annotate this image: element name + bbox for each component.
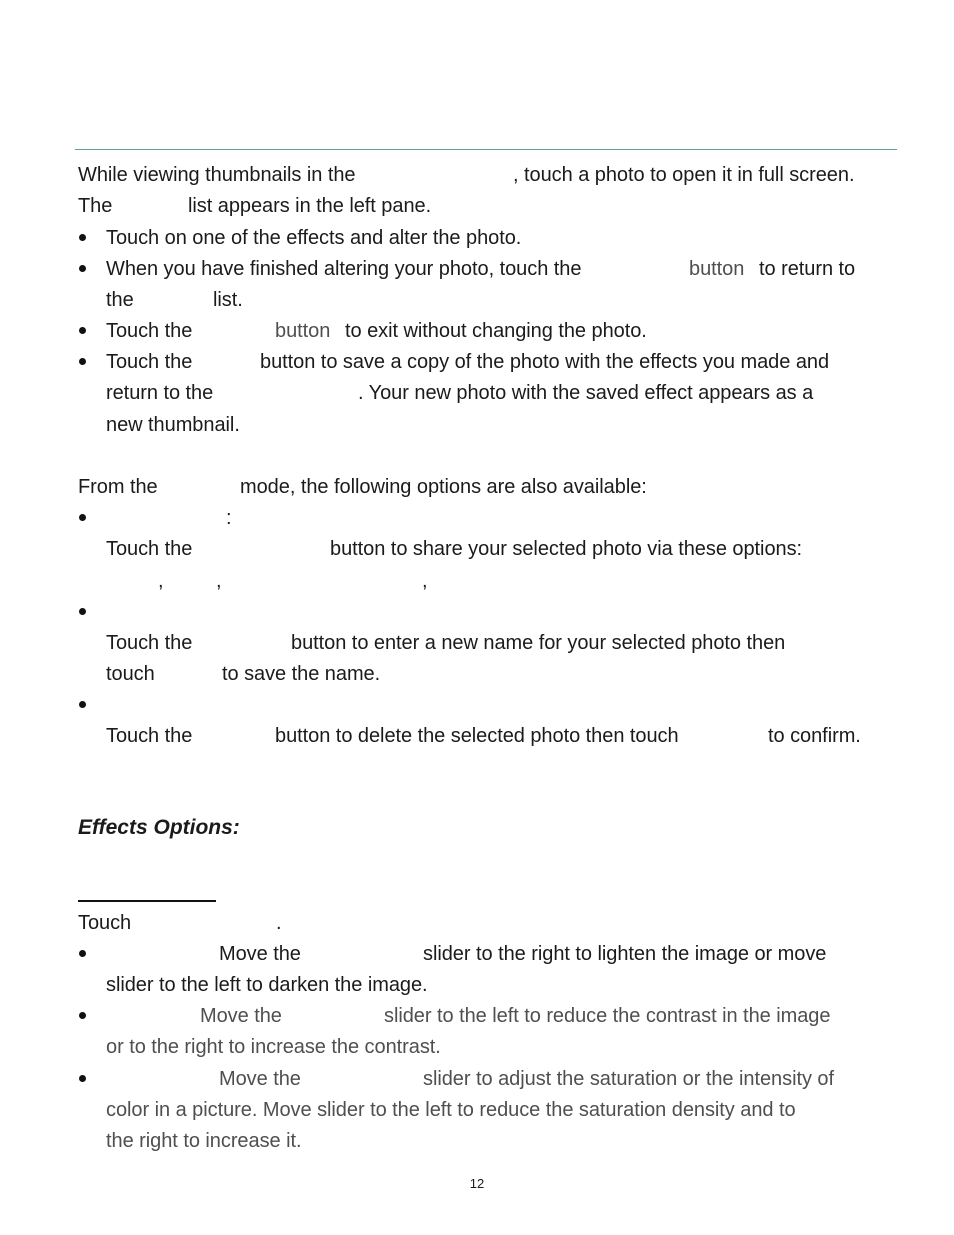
text-line: button bbox=[689, 258, 745, 280]
text-line: Touch the bbox=[106, 320, 193, 342]
text-line: the bbox=[106, 289, 134, 311]
text-line: list. bbox=[213, 289, 243, 311]
text-line: Touch the bbox=[106, 725, 193, 747]
text-line: Move the bbox=[219, 943, 301, 965]
bullet-dot bbox=[79, 514, 86, 521]
bullet-dot bbox=[79, 608, 86, 615]
text-line: , bbox=[216, 570, 222, 592]
text-line: new thumbnail. bbox=[106, 414, 240, 436]
text-line: The bbox=[78, 195, 113, 217]
text-line: Touch bbox=[78, 912, 132, 934]
text-line: , touch a photo to open it in full screen. bbox=[513, 164, 855, 186]
text-line: Touch on one of the effects and alter the photo. bbox=[106, 227, 522, 249]
text-line: Touch the bbox=[106, 351, 193, 373]
text-line: to save the name. bbox=[222, 663, 381, 685]
bullet-dot bbox=[79, 265, 86, 272]
text-line: to return to bbox=[759, 258, 856, 280]
text-line: , bbox=[158, 570, 164, 592]
bullet-dot bbox=[79, 950, 86, 957]
bullet-dot bbox=[79, 701, 86, 708]
bullet-dot bbox=[79, 234, 86, 241]
text-line: From the bbox=[78, 476, 158, 498]
text-line: slider to the left to reduce the contrast in the image bbox=[384, 1005, 831, 1027]
text-line: . bbox=[276, 912, 282, 934]
text-line: While viewing thumbnails in the bbox=[78, 164, 356, 186]
bullet-dot bbox=[79, 1075, 86, 1082]
text-line: to exit without changing the photo. bbox=[345, 320, 647, 342]
text-line: button to share your selected photo via these options: bbox=[330, 538, 803, 560]
text-line: or to the right to increase the contrast. bbox=[106, 1036, 441, 1058]
text-line: Move the bbox=[219, 1068, 301, 1090]
text-line: slider to adjust the saturation or the intensity of bbox=[423, 1068, 835, 1090]
text-line: Touch the bbox=[106, 632, 193, 654]
bullet-dot bbox=[79, 358, 86, 365]
text-line: . Your new photo with the saved effect appears as a bbox=[358, 382, 814, 404]
text-line: , bbox=[422, 570, 428, 592]
text-line: Touch the bbox=[106, 538, 193, 560]
text-line: touch bbox=[106, 663, 155, 685]
text-line: button to enter a new name for your selected photo then bbox=[291, 632, 786, 654]
text-line: slider to the right to lighten the image or move bbox=[423, 943, 827, 965]
text-line: color in a picture. Move slider to the left to reduce the saturation density and to bbox=[106, 1099, 796, 1121]
section-heading: Effects Options: bbox=[78, 816, 240, 839]
text-line: button bbox=[275, 320, 331, 342]
text-line: When you have finished altering your photo, touch the bbox=[106, 258, 582, 280]
text-line: the right to increase it. bbox=[106, 1130, 302, 1152]
text-line: to confirm. bbox=[768, 725, 861, 747]
text-line: slider to the left to darken the image. bbox=[106, 974, 428, 996]
top-divider bbox=[75, 149, 897, 150]
bullet-dot bbox=[79, 327, 86, 334]
bullet-dot bbox=[79, 1012, 86, 1019]
text-line: mode, the following options are also available: bbox=[240, 476, 647, 498]
text-line: : bbox=[226, 507, 232, 529]
text-line: return to the bbox=[106, 382, 214, 404]
text-line: button to delete the selected photo then touch bbox=[275, 725, 679, 747]
page-number: 12 bbox=[469, 1176, 485, 1191]
text-line: button to save a copy of the photo with the effects you made and bbox=[260, 351, 830, 373]
text-line: Move the bbox=[200, 1005, 282, 1027]
text-line: list appears in the left pane. bbox=[188, 195, 432, 217]
underline-rule bbox=[78, 900, 216, 902]
